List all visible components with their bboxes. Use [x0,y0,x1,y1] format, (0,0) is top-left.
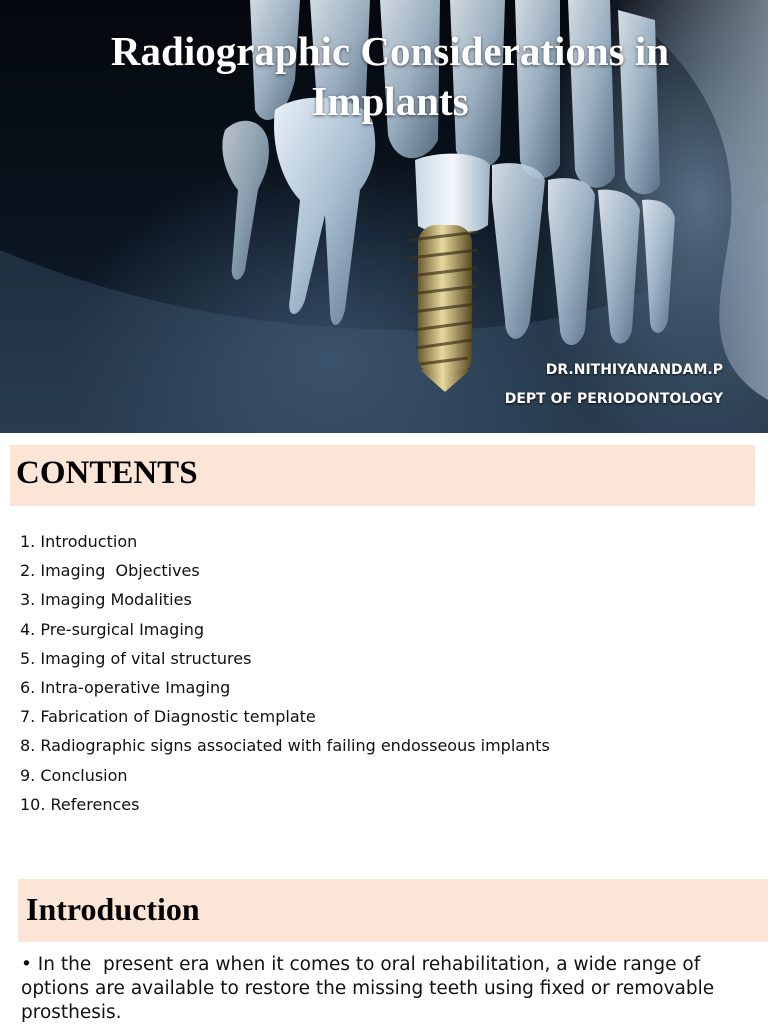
author-name: DR.NITHIYANANDAM.P [545,362,723,378]
list-item: 7. Fabrication of Diagnostic template [20,707,316,727]
list-item: 1. Introduction [20,532,138,551]
introduction-bullet: • In the present era when it comes to oral rehabilitation, a wide range of options are available to restore the missing teeth using fixed or removable prosthesis. [21,954,721,1023]
list-item: 9. Conclusion [20,765,128,785]
contents-list [20,527,550,819]
list-item: 8. Radiographic signs associated with failing endosseous implants [20,736,550,756]
slide-title: Radiographic Considerations in Implants [110,28,670,124]
author-block [505,356,723,414]
contents-heading: CONTENTS [16,455,198,491]
author-department: DEPT OF PERIODONTOLOGY [504,391,723,407]
list-item: 4. Pre-surgical Imaging [20,619,205,639]
list-item: 2. Imaging Objectives [20,561,200,581]
introduction-heading-band [18,879,768,942]
list-item: 10. References [20,794,140,814]
title-slide [0,0,768,433]
list-item: 5. Imaging of vital structures [20,648,252,668]
contents-heading-band [10,445,755,506]
list-item: 6. Intra-operative Imaging [20,678,231,698]
list-item: 3. Imaging Modalities [20,590,192,610]
introduction-heading: Introduction [26,891,200,927]
